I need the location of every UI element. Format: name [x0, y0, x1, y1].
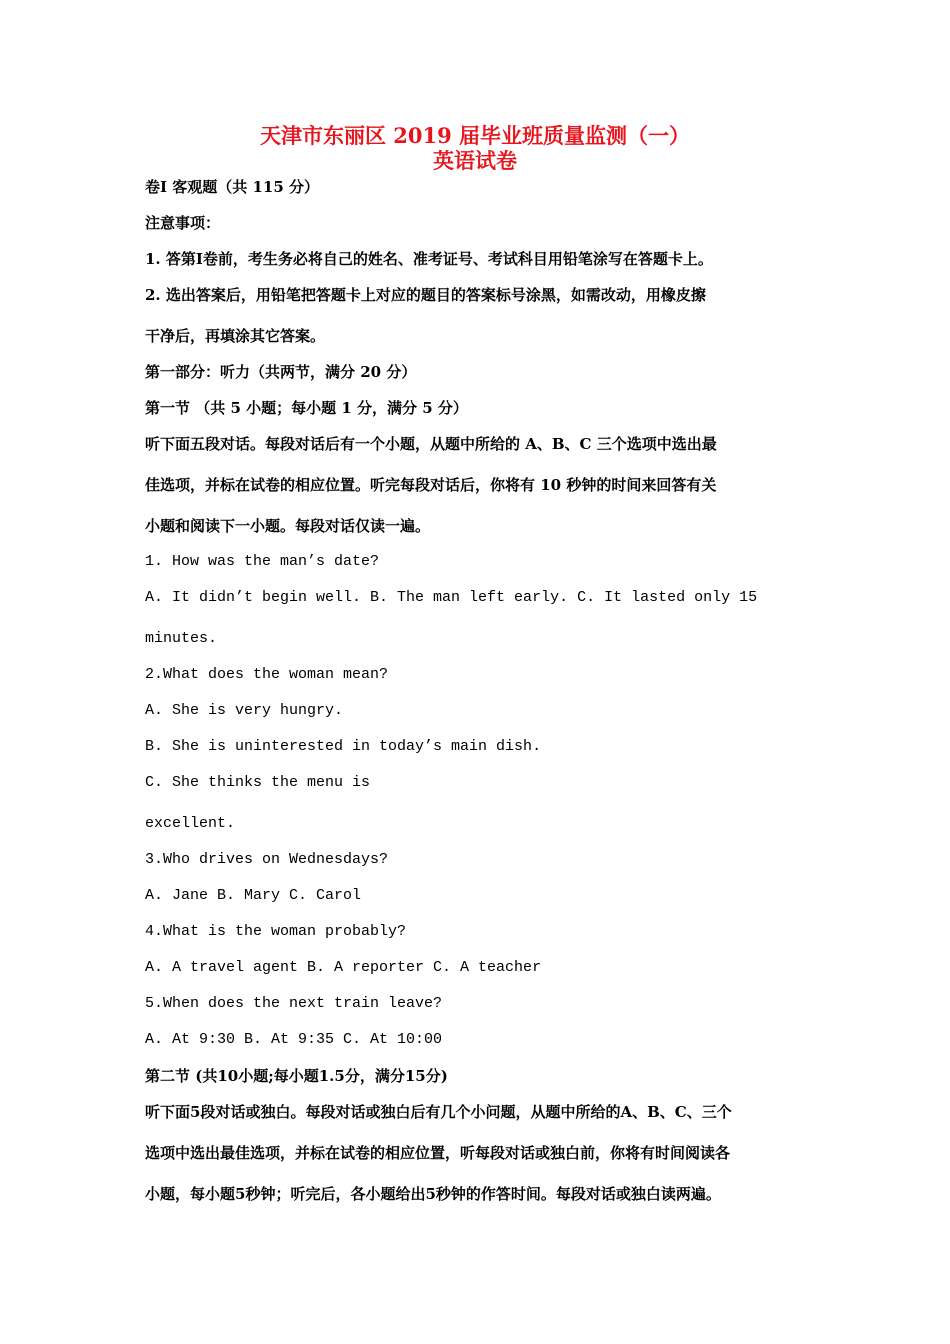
question-2-option-c-continued: excellent. — [145, 815, 236, 832]
question-1-options: A. It didn’t begin well. B. The man left early. C. It lasted only 15 — [145, 589, 758, 606]
notes-heading: 注意事项： — [145, 214, 221, 232]
section-1-instructions-continued: 佳选项，并标在试卷的相应位置。听完每段对话后，你将有 10 秒钟的时间来回答有关 — [145, 476, 717, 494]
section-1-heading: 第一节 （共 5 小题；每小题 1 分，满分 5 分） — [145, 399, 468, 417]
question-5: 5.When does the next train leave? — [145, 995, 443, 1012]
question-4: 4.What is the woman probably? — [145, 923, 407, 940]
part-1-heading: 第一部分：听力（共两节，满分 20 分） — [145, 363, 417, 381]
note-2: 2. 选出答案后，用铅笔把答题卡上对应的题目的答案标号涂黑，如需改动，用橡皮擦 — [145, 286, 706, 304]
question-2: 2.What does the woman mean? — [145, 666, 389, 683]
question-1: 1. How was the man’s date? — [145, 553, 380, 570]
question-2-option-b: B. She is uninterested in today’s main dish. — [145, 738, 542, 755]
section-2-instructions-continued: 选项中选出最佳选项，并标在试卷的相应位置，听每段对话或独白前，你将有时间阅读各 — [145, 1144, 731, 1162]
question-1-options-continued: minutes. — [145, 630, 218, 647]
section-1-instructions: 听下面五段对话。每段对话后有一个小题，从题中所给的 A、B、C 三个选项中选出最 — [145, 435, 717, 453]
question-4-options: A. A travel agent B. A reporter C. A teacher — [145, 959, 542, 976]
section-heading-volume-1: 卷Ⅰ 客观题（共 115 分） — [145, 178, 319, 196]
section-2-instructions: 听下面5段对话或独白。每段对话或独白后有几个小问题，从题中所给的A、B、C、三个 — [145, 1103, 732, 1121]
note-1: 1. 答第Ⅰ卷前，考生务必将自己的姓名、准考证号、考试科目用铅笔涂写在答题卡上。 — [145, 250, 713, 268]
section-2-heading: 第二节 (共10小题;每小题1.5分，满分15分) — [145, 1067, 448, 1085]
question-3-options: A. Jane B. Mary C. Carol — [145, 887, 362, 904]
question-3: 3.Who drives on Wednesdays? — [145, 851, 389, 868]
question-5-options: A. At 9:30 B. At 9:35 C. At 10:00 — [145, 1031, 443, 1048]
document-subtitle: 英语试卷 — [433, 148, 517, 173]
section-1-instructions-end: 小题和阅读下一小题。每段对话仅读一遍。 — [145, 517, 431, 535]
section-2-instructions-end: 小题，每小题5秒钟；听完后，各小题给出5秒钟的作答时间。每段对话或独白读两遍。 — [145, 1185, 721, 1203]
note-2-continued: 干净后，再填涂其它答案。 — [145, 327, 326, 345]
document-title: 天津市东丽区 2019 届毕业班质量监测（一） — [259, 123, 691, 148]
question-2-option-c: C. She thinks the menu is — [145, 774, 371, 791]
question-2-option-a: A. She is very hungry. — [145, 702, 344, 719]
